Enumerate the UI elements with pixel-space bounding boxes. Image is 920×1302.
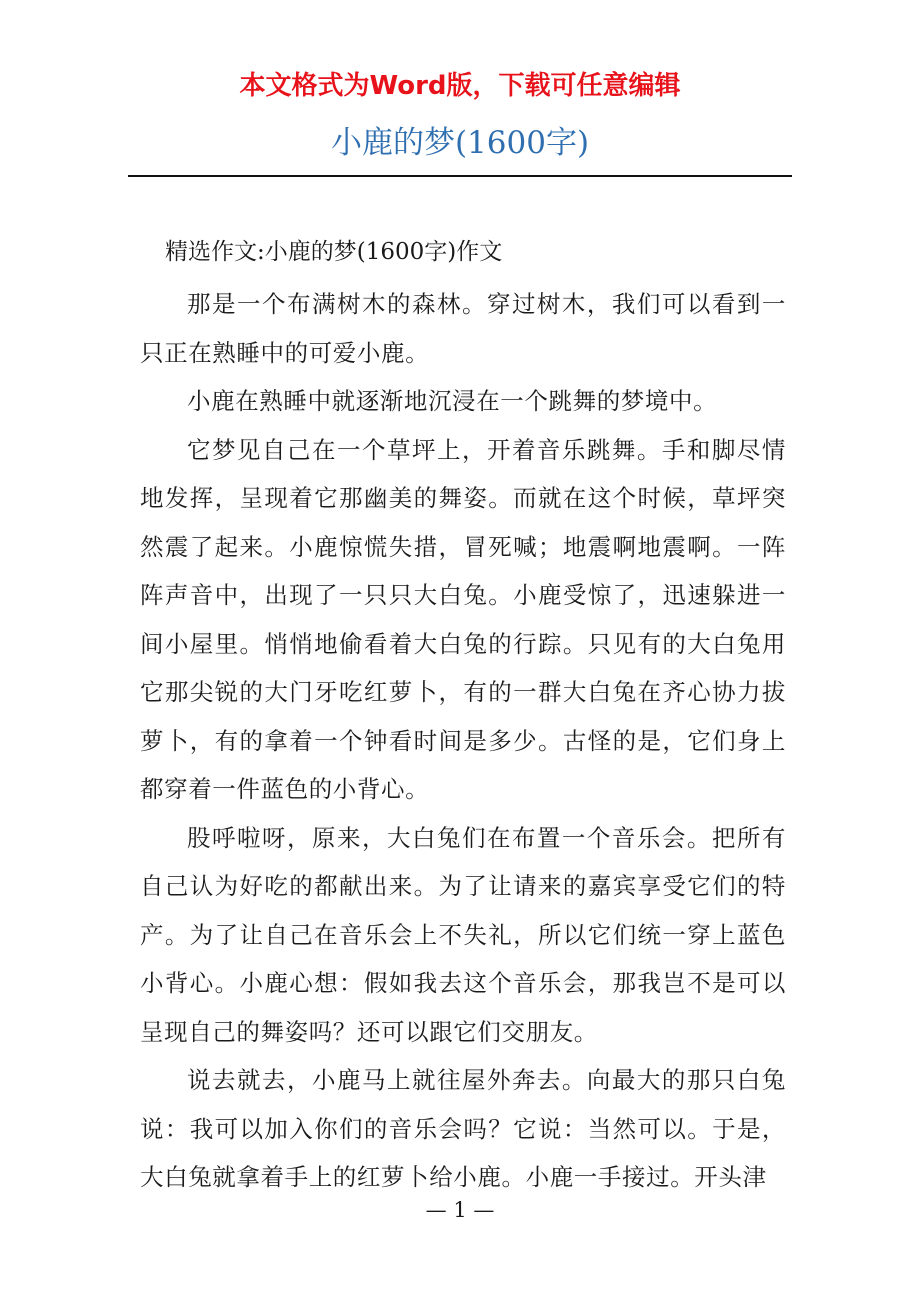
format-notice-banner: 本文格式为Word版，下载可任意编辑	[239, 71, 681, 101]
paragraph: 它梦见自己在一个草坪上，开着音乐跳舞。手和脚尽情地发挥，呈现着它那幽美的舞姿。而就在这个时候，草坪突然震了起来。小鹿惊慌失措，冒死喊；地震啊地震啊。一阵阵声音中，出现了一只只大白兔。小鹿受惊了，迅速躲进一间小屋里。悄悄地偷看着大白兔的行踪。只见有的大白兔用它那尖锐的大门牙吃红萝卜，有的一群大白兔在齐心协力拔萝卜，有的拿着一个钟看时间是多少。古怪的是，它们身上都穿着一件蓝色的小背心。	[140, 435, 786, 803]
paragraph: 小鹿在熟睡中就逐渐地沉浸在一个跳舞的梦境中。	[187, 387, 718, 415]
paragraph: 股呼啦呀，原来，大白兔们在布置一个音乐会。把所有自己认为好吃的都献出来。为了让请来的嘉宾享受它们的特产。为了让自己在音乐会上不失礼，所以它们统一穿上蓝色小背心。小鹿心想：假如我去这个音乐会，那我岂不是可以呈现自己的舞姿吗？还可以跟它们交朋友。	[140, 823, 786, 1046]
document-body	[140, 280, 786, 1202]
paragraph: 那是一个布满树木的森林。穿过树木，我们可以看到一只正在熟睡中的可爱小鹿。	[140, 290, 786, 367]
intro-line: 精选作文:小鹿的梦(1600字)作文	[165, 239, 503, 265]
document-title: 小鹿的梦(1600字)	[330, 125, 590, 161]
title-divider	[128, 175, 792, 177]
paragraph: 说去就去，小鹿马上就往屋外奔去。向最大的那只白兔说：我可以加入你们的音乐会吗？它说：当然可以。于是，大白兔就拿着手上的红萝卜给小鹿。小鹿一手接过。开头津	[140, 1066, 786, 1191]
page-number: — 1 —	[425, 1198, 495, 1222]
